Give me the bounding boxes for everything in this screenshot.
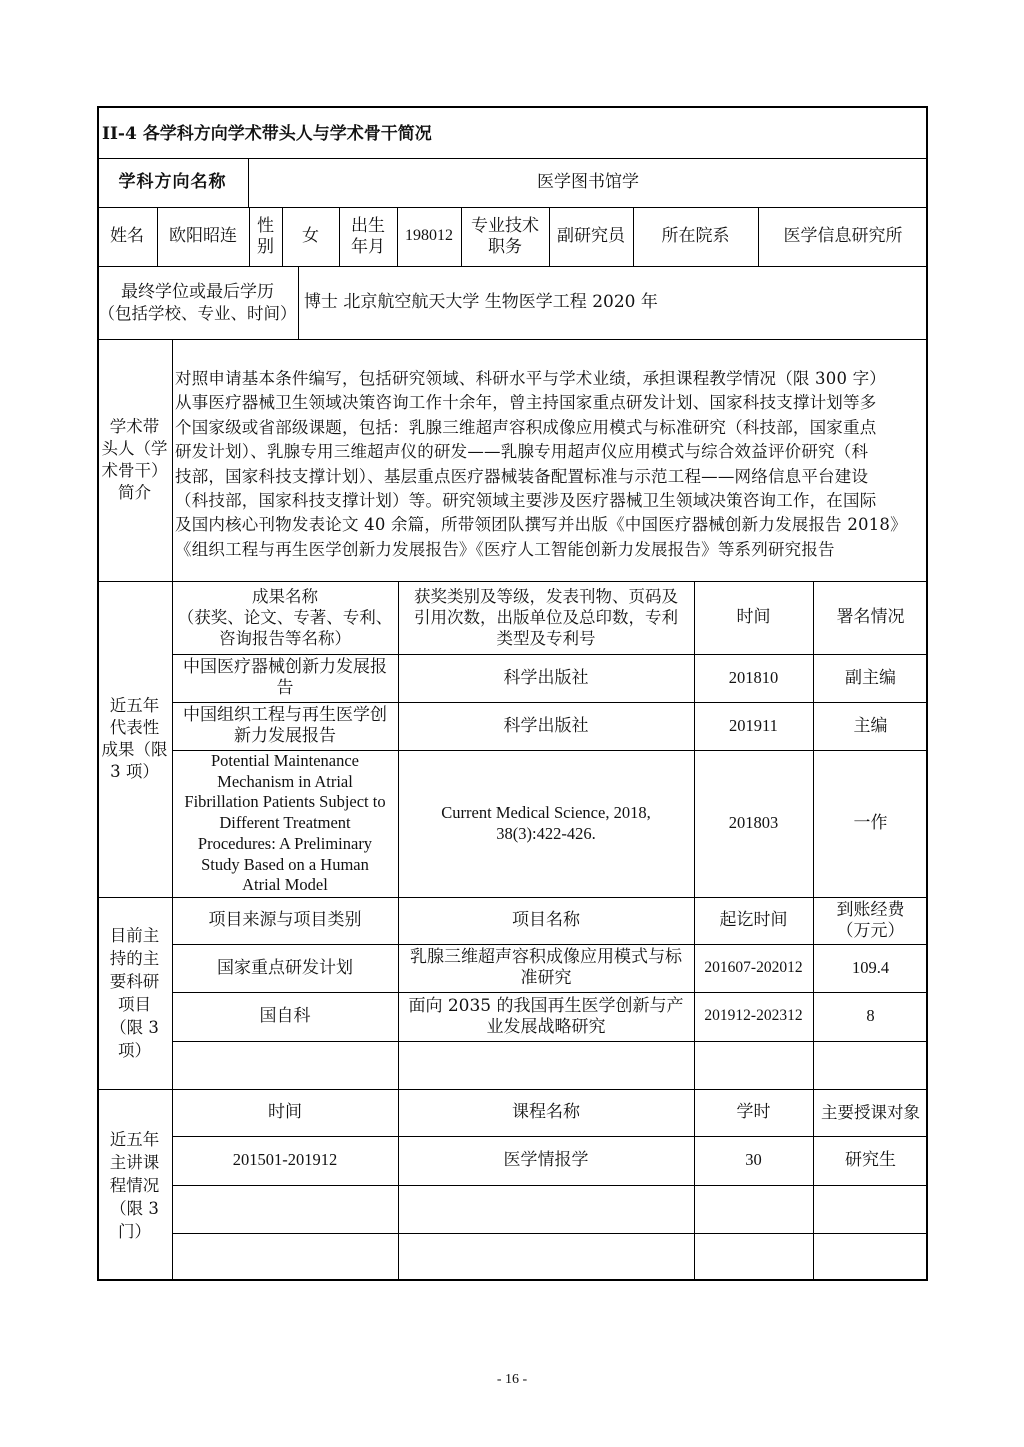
achievement-name-line: Mechanism in Atrial bbox=[217, 771, 353, 791]
bio-label-line: 简介 bbox=[118, 483, 151, 502]
bio-label-line: 术骨干） bbox=[101, 461, 168, 480]
achievement-time: 201803 bbox=[728, 813, 779, 833]
degree-label-line: 最终学位或最后学历 bbox=[121, 281, 274, 302]
achievement-name-line: Atrial Model bbox=[242, 875, 328, 895]
achievement-name-line: Potential Maintenance bbox=[211, 751, 359, 771]
bio-line: 从事医疗器械卫生领域决策咨询工作十余年，曾主持国家重点研发计划、国家科技支撑计划等多 bbox=[175, 393, 877, 413]
section-title: II-4 各学科方向学术带头人与学术骨干简况 bbox=[102, 123, 432, 144]
bio-line: 及国内核心刊物发表论文 40 余篇，所带领团队撰写并出版《中国医疗器械创新力发展报告 2018》 bbox=[175, 515, 907, 535]
bio-text bbox=[175, 367, 927, 562]
projects-label-line: 目前主 bbox=[109, 926, 160, 945]
achievement-sign: 副主编 bbox=[845, 667, 896, 688]
bio-line: 个国家级或省部级课题，包括：乳腺三维超声容积成像应用模式与标准研究（科技部，国家重点 bbox=[175, 417, 877, 437]
bio-label-line: 头人（学 bbox=[101, 439, 168, 458]
birth-value: 198012 bbox=[405, 227, 453, 245]
projects-label-line: 项目 bbox=[118, 995, 151, 1014]
projects-label bbox=[97, 897, 172, 1089]
project-name-line: 准研究 bbox=[520, 968, 572, 988]
discipline-value: 医学图书馆学 bbox=[537, 172, 639, 192]
achievement-name-line: Different Treatment bbox=[219, 813, 351, 833]
achievement-header-type bbox=[398, 581, 694, 654]
bio-line: （科技部，国家科技支撑计划）等。研究领域主要涉及医疗器械卫生领域决策咨询工作，在国际 bbox=[175, 491, 877, 511]
gender-label: 性别 bbox=[257, 215, 274, 257]
birth-label: 出生年月 bbox=[351, 215, 385, 257]
project-funding: 109.4 bbox=[851, 957, 890, 977]
header-line: （万元） bbox=[836, 920, 905, 941]
courses-label-line: 近五年 bbox=[109, 1129, 160, 1149]
achievements-label-line: 近五年 bbox=[109, 696, 160, 715]
degree-value: 博士 北京航空航天大学 生物医学工程 2020 年 bbox=[304, 292, 658, 312]
achievement-name-line: Fibrillation Patients Subject to bbox=[184, 792, 386, 812]
projects-label-line: （限 3 bbox=[110, 1018, 159, 1037]
project-header-name: 项目名称 bbox=[512, 910, 580, 930]
title-label: 专业技术职务 bbox=[471, 215, 539, 257]
course-header-name: 课程名称 bbox=[512, 1102, 580, 1122]
course-header-target: 主要授课对象 bbox=[821, 1103, 920, 1122]
project-header-period: 起讫时间 bbox=[719, 910, 788, 930]
courses-label-line: （限 3 bbox=[110, 1198, 159, 1218]
projects-label-line: 项） bbox=[118, 1041, 151, 1060]
dept-label: 所在院系 bbox=[661, 226, 730, 246]
course-header-time: 时间 bbox=[268, 1102, 302, 1122]
course-name: 医学情报学 bbox=[503, 1150, 589, 1170]
title-value: 副研究员 bbox=[557, 226, 625, 246]
project-name-line: 乳腺三维超声容积成像应用模式与标 bbox=[410, 947, 682, 967]
course-header-hours: 学时 bbox=[736, 1102, 771, 1122]
achievement-name-line: Procedures: A Preliminary bbox=[197, 833, 373, 853]
header-line: 咨询报告等名称） bbox=[219, 629, 351, 648]
degree-label-line: （包括学校、专业、时间） bbox=[98, 303, 297, 323]
bio-label bbox=[97, 339, 172, 581]
project-source: 国自科 bbox=[259, 1006, 311, 1026]
courses-label-line: 程情况 bbox=[109, 1175, 160, 1195]
achievement-time: 201911 bbox=[729, 715, 778, 735]
projects-label-line: 持的主 bbox=[109, 949, 160, 968]
name-label: 姓名 bbox=[110, 226, 144, 246]
achievement-type: 科学出版社 bbox=[503, 667, 589, 688]
achievement-name-line: 新力发展报告 bbox=[234, 726, 336, 746]
achievement-header-sign: 署名情况 bbox=[836, 607, 905, 627]
project-period: 201607-202012 bbox=[704, 958, 803, 976]
courses-label bbox=[97, 1089, 172, 1281]
bio-line: 对照申请基本条件编写，包括研究领域、科研水平与学术业绩，承担课程教学情况（限 300 字） bbox=[175, 369, 886, 388]
achievements-label-line: 成果（限 bbox=[101, 740, 168, 759]
bio-line: 技部，国家科技支撑计划）、基层重点医疗器械装备配置标准与示范工程——网络信息平台建设 bbox=[175, 466, 869, 486]
dept-value: 医学信息研究所 bbox=[783, 226, 903, 246]
achievement-sign: 一作 bbox=[853, 813, 888, 833]
achievement-type-line: 38(3):422-426. bbox=[496, 823, 596, 843]
achievement-name-line: 中国医疗器械创新力发展报 bbox=[183, 657, 387, 677]
achievement-name bbox=[172, 750, 398, 897]
achievements-label-line: 代表性 bbox=[109, 718, 160, 737]
achievement-type-line: Current Medical Science, 2018, bbox=[441, 802, 651, 822]
project-name-line: 面向 2035 的我国再生医学创新与产 bbox=[408, 995, 684, 1016]
course-hours: 30 bbox=[745, 1150, 762, 1170]
header-line: 到账经费 bbox=[836, 899, 905, 920]
achievement-name bbox=[172, 702, 398, 750]
project-funding: 8 bbox=[866, 1006, 875, 1026]
page-number: - 16 - bbox=[496, 1372, 528, 1387]
bio-line: 研发计划）、乳腺专用三维超声仪的研发——乳腺专用超声仪应用模式与综合效益评价研究（科 bbox=[175, 442, 869, 462]
project-period: 201912-202312 bbox=[704, 1007, 803, 1025]
discipline-label: 学科方向名称 bbox=[118, 172, 227, 192]
bio-line: 《组织工程与再生医学创新力发展报告》《医疗人工智能创新力发展报告》等系列研究报告 bbox=[175, 539, 835, 559]
achievement-time: 201810 bbox=[728, 667, 779, 687]
header-line: 获奖类别及等级，发表刊物、页码及 bbox=[414, 587, 678, 606]
achievement-sign: 主编 bbox=[853, 715, 888, 736]
bio-label-line: 学术带 bbox=[109, 417, 160, 436]
achievement-name-line: Study Based on a Human bbox=[201, 854, 369, 874]
achievements-label-line: 3 项） bbox=[110, 762, 159, 781]
project-name bbox=[398, 944, 694, 992]
courses-label-line: 门） bbox=[118, 1221, 151, 1241]
header-line: 类型及专利号 bbox=[496, 629, 596, 648]
achievement-name-line: 告 bbox=[276, 678, 294, 698]
degree-label bbox=[97, 266, 298, 339]
header-line: 成果名称 bbox=[252, 587, 318, 606]
project-header-funding bbox=[813, 897, 928, 944]
header-line: 引用次数，出版单位及总印数，专利 bbox=[414, 608, 678, 627]
achievement-type bbox=[398, 750, 694, 897]
header-line: （获奖、论文、专著、专利、 bbox=[177, 608, 393, 627]
achievement-type: 科学出版社 bbox=[503, 715, 589, 736]
course-target: 研究生 bbox=[845, 1150, 896, 1170]
project-name-line: 业发展战略研究 bbox=[486, 1016, 606, 1037]
name-value: 欧阳昭连 bbox=[169, 226, 237, 246]
achievement-header-time: 时间 bbox=[736, 607, 771, 627]
project-source: 国家重点研发计划 bbox=[217, 957, 353, 978]
project-name bbox=[398, 992, 694, 1041]
gender-value: 女 bbox=[302, 226, 319, 246]
achievement-header-name bbox=[172, 581, 398, 654]
achievement-name bbox=[172, 654, 398, 702]
course-time: 201501-201912 bbox=[232, 1150, 338, 1170]
project-header-source: 项目来源与项目类别 bbox=[208, 910, 362, 930]
achievements-label bbox=[97, 581, 172, 897]
projects-label-line: 要科研 bbox=[109, 972, 160, 991]
achievement-name-line: 中国组织工程与再生医学创 bbox=[183, 705, 387, 725]
courses-label-line: 主讲课 bbox=[109, 1152, 160, 1172]
